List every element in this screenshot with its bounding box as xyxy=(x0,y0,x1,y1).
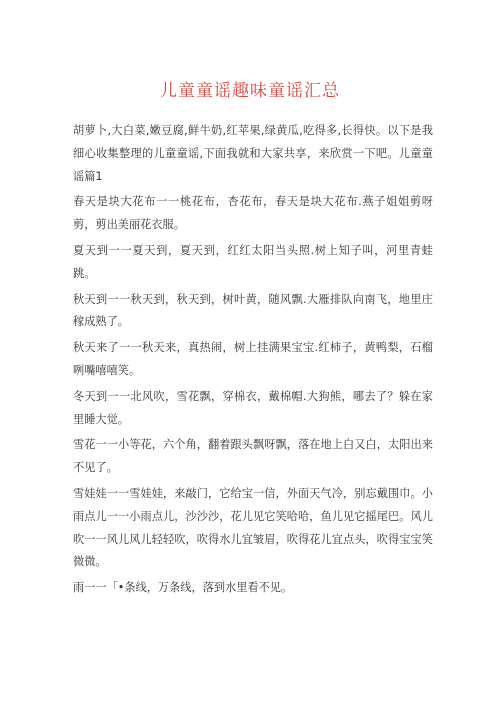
paragraph: 雪娃娃一一雪娃娃，来敲门，它给宝一信，外面天气冷，别忘戴围巾。小雨点儿一一小雨点儿，沙沙沙，花儿见它笑哈哈，鱼儿见它摇尾巴。风儿吹一一风儿风儿轻轻吹，吹得水儿宜皱眉，吹得花儿宜点头，吹得宝宝笑微微。 xyxy=(73,486,433,569)
paragraph: 秋天到一一秋天到，秋天到，树叶黄，随风飘.大雁排队向南飞，地里庄稼成熟了。 xyxy=(73,292,433,329)
intro-paragraph: 胡萝卜,大白菜,嫩豆腐,鲜牛奶,红苹果,绿黄瓜,吃得多,长得快。以下是我细心收集整理的儿童童谣,下面我就和大家共享，来欣赏一下吧。儿童童谣篇1 xyxy=(73,124,433,183)
paragraph: 冬天到一一北风吹，雪花飘，穿棉衣，戴棉帽.大狗熊，哪去了？躲在家里睡大觉。 xyxy=(73,389,433,426)
document-title: 儿童童谣趣味童谣汇总 xyxy=(160,81,340,101)
paragraph: 夏天到一一夏天到，夏天到，红红太阳当头照.树上知子叫，河里青蛙跳。 xyxy=(73,243,433,280)
paragraph: 雪花一一小等花，六个角，翻着跟头飘呀飘，落在地上白又白，太阳出来不见了。 xyxy=(73,438,433,475)
document-body xyxy=(73,120,433,603)
paragraph: 秋天来了一一秋天来，真热闹，树上挂满果宝宝.红柿子，黄鸭梨，石榴咧嘴嘻嘻笑。 xyxy=(73,341,433,377)
paragraph: 春天是块大花布一一桃花布，杏花布，春天是块大花布.燕子姐姐剪呀剪，剪出美丽花衣服。 xyxy=(73,195,433,232)
paragraph: 雨一一「•条线，万条线，落到水里看不见。 xyxy=(73,581,293,595)
